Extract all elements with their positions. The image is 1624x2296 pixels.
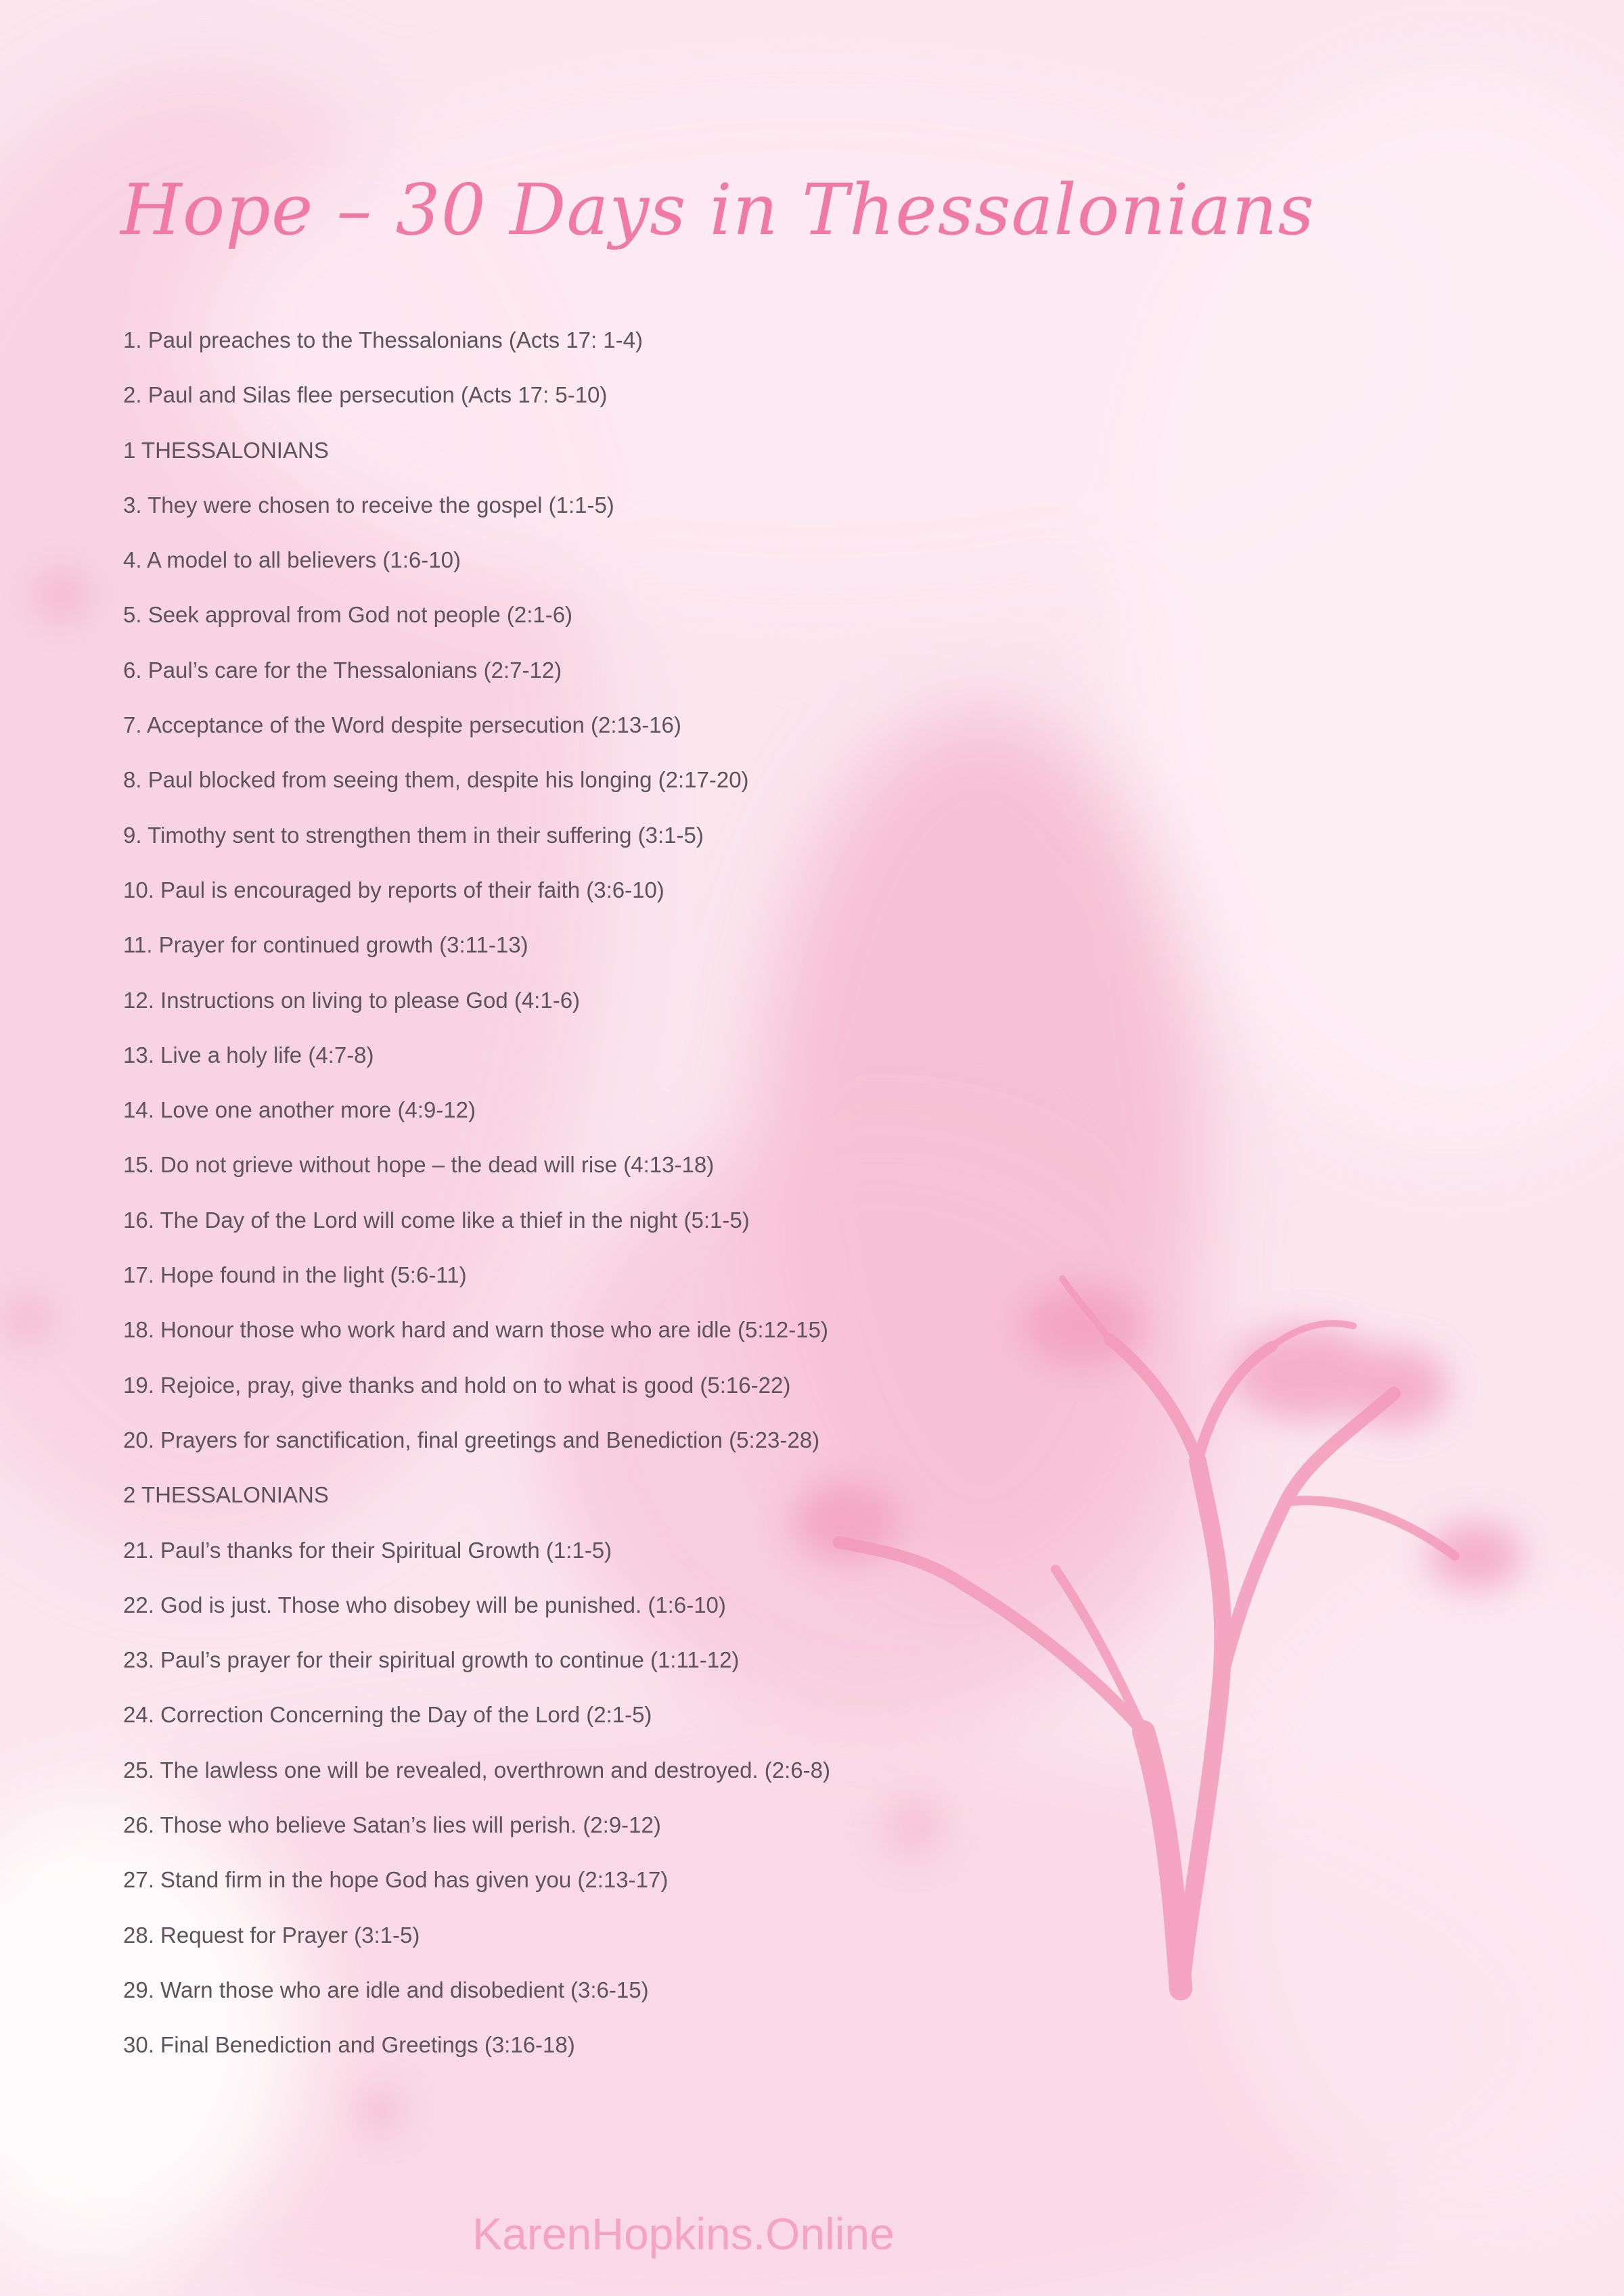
reading-plan-item: 7. Acceptance of the Word despite persecution (2:13-16) (123, 712, 681, 738)
reading-plan-item: 10. Paul is encouraged by reports of their faith (3:6-10) (123, 877, 664, 902)
reading-plan-item: 16. The Day of the Lord will come like a thief in the night (5:1-5) (123, 1207, 750, 1233)
reading-plan-item: 22. God is just. Those who disobey will be punished. (1:6-10) (123, 1592, 726, 1617)
reading-plan-item: 5. Seek approval from God not people (2:1-6) (123, 602, 573, 628)
footer-website (0, 2207, 1624, 2261)
reading-plan-item: 21. Paul’s thanks for their Spiritual Growth (1:1-5) (123, 1537, 612, 1563)
reading-plan-item: 1. Paul preaches to the Thessalonians (Acts 17: 1-4) (123, 327, 643, 352)
reading-plan-item: 23. Paul’s prayer for their spiritual growth to continue (1:11-12) (123, 1647, 740, 1673)
reading-plan-item: 8. Paul blocked from seeing them, despite his longing (2:17-20) (123, 767, 749, 793)
reading-plan-item: 19. Rejoice, pray, give thanks and hold on to what is good (5:16-22) (123, 1372, 791, 1398)
reading-plan-item: 24. Correction Concerning the Day of the Lord (2:1-5) (123, 1702, 652, 1728)
reading-plan-item: 4. A model to all believers (1:6-10) (123, 547, 461, 573)
reading-plan-item: 11. Prayer for continued growth (3:11-13) (123, 932, 528, 958)
reading-plan-item: 15. Do not grieve without hope – the dead will rise (4:13-18) (123, 1152, 715, 1178)
reading-plan-item: 12. Instructions on living to please God (4:1-6) (123, 987, 581, 1013)
reading-plan-item: 1 THESSALONIANS (123, 437, 329, 463)
reading-plan-item: 9. Timothy sent to strengthen them in their suffering (3:1-5) (123, 822, 704, 848)
reading-plan-item: 18. Honour those who work hard and warn those who are idle (5:12-15) (123, 1317, 828, 1343)
reading-plan-item: 6. Paul’s care for the Thessalonians (2:7-12) (123, 657, 562, 683)
page-title: Hope – 30 Days in Thessalonians (120, 168, 1315, 251)
reading-plan-item: 2. Paul and Silas flee persecution (Acts 17: 5-10) (123, 382, 608, 408)
reading-plan-item: 14. Love one another more (4:9-12) (123, 1097, 476, 1123)
reading-plan-item: 2 THESSALONIANS (123, 1482, 329, 1508)
reading-plan-item: 3. They were chosen to receive the gospel (1:1-5) (123, 492, 614, 518)
footer-website-text: KarenHopkins.Online (472, 2209, 895, 2259)
reading-plan-item: 29. Warn those who are idle and disobedient (3:6-15) (123, 1977, 649, 2002)
reading-plan-item: 26. Those who believe Satan’s lies will perish. (2:9-12) (123, 1812, 661, 1838)
reading-plan-list (123, 321, 1070, 2082)
reading-plan-item: 17. Hope found in the light (5:6-11) (123, 1262, 467, 1288)
reading-plan-item: 27. Stand firm in the hope God has given you (2:13-17) (123, 1867, 669, 1893)
reading-plan-item: 20. Prayers for sanctification, final greetings and Benediction (5:23-28) (123, 1427, 820, 1452)
reading-plan-item: 30. Final Benediction and Greetings (3:16-18) (123, 2032, 575, 2058)
reading-plan-item: 28. Request for Prayer (3:1-5) (123, 1922, 420, 1948)
reading-plan-item: 13. Live a holy life (4:7-8) (123, 1042, 374, 1067)
reading-plan-item: 25. The lawless one will be revealed, overthrown and destroyed. (2:6-8) (123, 1757, 830, 1783)
